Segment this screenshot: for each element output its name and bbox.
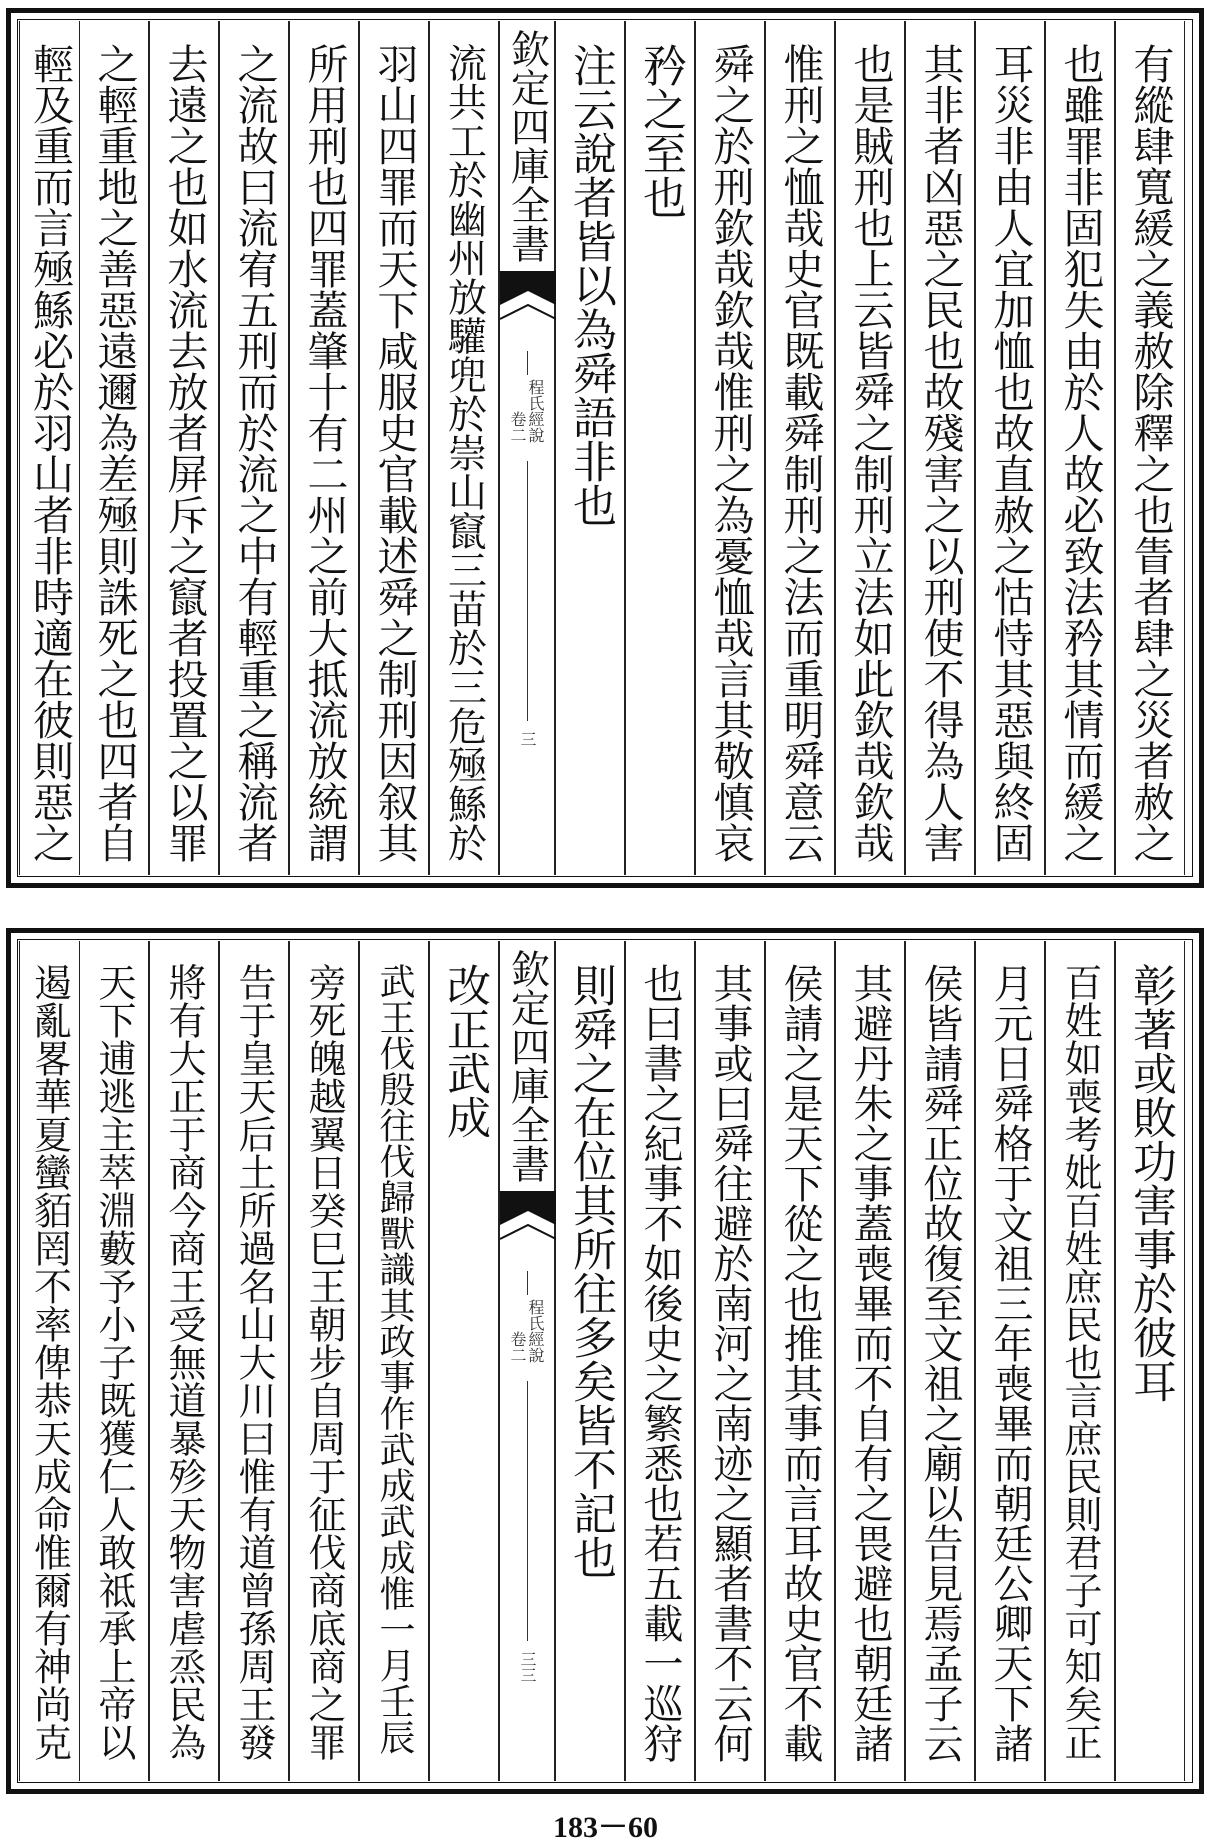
column-text: 彰著或敗功害事於彼耳 <box>1125 963 1176 1403</box>
column-text: 改正武成 <box>439 963 490 1139</box>
column-text: 告于皇天后土所過名山大川曰惟有道曾孫周王發 <box>232 963 276 1761</box>
text-column <box>905 941 975 1781</box>
text-column <box>625 21 695 875</box>
text-column <box>695 941 765 1781</box>
column-text: 遏亂畧華夏蠻貊罔不率俾恭天成命惟爾有神尚克 <box>27 963 72 1761</box>
column-text: 有縱肆寬緩之義赦除釋之也眚者肆之災者赦之 <box>1126 43 1175 863</box>
spine-center-column <box>499 941 555 1781</box>
spine-rule <box>527 461 528 721</box>
spine-juan: 卷二 <box>508 411 527 443</box>
fishtail-ornament-icon <box>500 1191 556 1261</box>
column-text: 惟刑之恤哉史官既載舜制刑之法而重明舜意云 <box>776 43 825 863</box>
column-text: 輕及重而言殛鯀必於羽山者非時適在彼則惡之 <box>26 43 74 863</box>
column-text: 耳災非由人宜加恤也故直赦之怙恃其惡與終固 <box>986 43 1035 863</box>
text-column <box>19 941 79 1781</box>
top-page-text-frame <box>19 21 1191 875</box>
column-text: 也是賊刑也上云皆舜之制刑立法如此欽哉欽哉 <box>846 43 895 863</box>
text-column <box>1045 941 1115 1781</box>
text-column <box>1045 21 1115 875</box>
text-column <box>359 21 429 875</box>
column-text: 百姓如喪考妣百姓庶民也言庶民則君子可知矣正 <box>1058 963 1102 1761</box>
column-text: 去遠之也如水流去放者屏斥之竄者投置之以罪 <box>160 43 209 863</box>
text-column <box>79 941 149 1781</box>
text-column <box>219 21 289 875</box>
text-column <box>359 941 429 1781</box>
text-column <box>1115 941 1185 1781</box>
column-text: 其非者凶惡之民也故殘害之以刑使不得為人害 <box>916 43 965 863</box>
column-text: 武王伐殷往伐歸獸識其政事作武成武成惟一月壬辰 <box>374 963 415 1755</box>
bottom-page <box>6 928 1204 1794</box>
column-text: 之流故曰流宥五刑而於流之中有輕重之稱流者 <box>230 43 279 863</box>
text-column <box>695 21 765 875</box>
column-text: 也曰書之紀事不如後史之繁悉也若五載一巡狩 <box>637 963 683 1763</box>
text-column <box>79 21 149 875</box>
fishtail-ornament-icon <box>500 271 556 341</box>
column-text: 其事或曰舜往避於南河之南迹之顯者書不云何 <box>707 963 753 1763</box>
column-text: 其避丹朱之事蓋喪畢而不自有之畏避也朝廷諸 <box>847 963 893 1763</box>
top-page <box>6 8 1204 888</box>
spine-rule <box>527 1381 528 1641</box>
page-number: 183－60 <box>553 1811 658 1844</box>
spine-juan: 卷二 <box>508 1331 527 1363</box>
text-column <box>1115 21 1185 875</box>
column-text: 侯皆請舜正位故復至文祖之廟以告見焉孟子云 <box>917 963 963 1763</box>
text-column <box>555 941 625 1781</box>
column-text: 矜之至也 <box>635 43 686 219</box>
text-column <box>835 941 905 1781</box>
text-column <box>149 941 219 1781</box>
spine-book-title: 程氏經說 <box>526 1299 545 1363</box>
text-column <box>289 941 359 1781</box>
column-text: 注云說者皆以為舜語非也 <box>565 43 616 527</box>
text-column <box>625 941 695 1781</box>
text-column <box>765 21 835 875</box>
spine-folio: 三三 <box>518 1651 537 1683</box>
column-text: 也雖罪非固犯失由於人故必致法矜其情而緩之 <box>1056 43 1105 863</box>
text-column <box>149 21 219 875</box>
column-text: 將有大正于商今商王受無道暴殄天物害虐烝民為 <box>162 963 206 1761</box>
bottom-page-text-frame <box>19 941 1191 1781</box>
column-text: 旁死魄越翼日癸巳王朝步自周于征伐商底商之罪 <box>302 963 346 1761</box>
column-text: 侯請之是天下從之也推其事而言耳故史官不載 <box>777 963 823 1763</box>
spine-folio: 三 <box>518 731 537 747</box>
column-text: 天下逋逃主萃淵藪予小子既獲仁人敢祗承上帝以 <box>92 963 136 1761</box>
spine-book-title: 程氏經說 <box>526 379 545 443</box>
column-text: 月元日舜格于文祖三年喪畢而朝廷公卿天下諸 <box>987 963 1033 1763</box>
spine-title: 欽定四庫全書 <box>504 29 550 263</box>
spine-title: 欽定四庫全書 <box>504 949 550 1183</box>
column-text: 舜之於刑欽哉欽哉惟刑之為憂恤哉言其敬慎哀 <box>706 43 755 863</box>
text-column <box>429 941 499 1781</box>
spine-rule <box>527 351 528 375</box>
text-column <box>765 941 835 1781</box>
text-column <box>555 21 625 875</box>
text-column <box>19 21 79 875</box>
text-column <box>219 941 289 1781</box>
column-text: 之輕重地之善惡遠邇為差殛則誅死之也四者自 <box>90 43 139 863</box>
text-column <box>905 21 975 875</box>
text-column <box>975 941 1045 1781</box>
text-column <box>975 21 1045 875</box>
text-column <box>289 21 359 875</box>
spine-rule <box>527 1271 528 1295</box>
column-text: 所用刑也四罪蓋肇十有二州之前大抵流放統謂 <box>300 43 349 863</box>
column-text: 羽山四罪而天下咸服史官載述舜之制刑因叙其 <box>370 43 419 863</box>
spine-center-column <box>499 21 555 875</box>
text-column <box>429 21 499 875</box>
column-text: 流共工於幽州放驩兜於崇山竄三苗於三危殛鯀於 <box>441 43 487 862</box>
column-text: 則舜之在位其所往多矣皆不記也 <box>565 963 616 1579</box>
text-column <box>835 21 905 875</box>
